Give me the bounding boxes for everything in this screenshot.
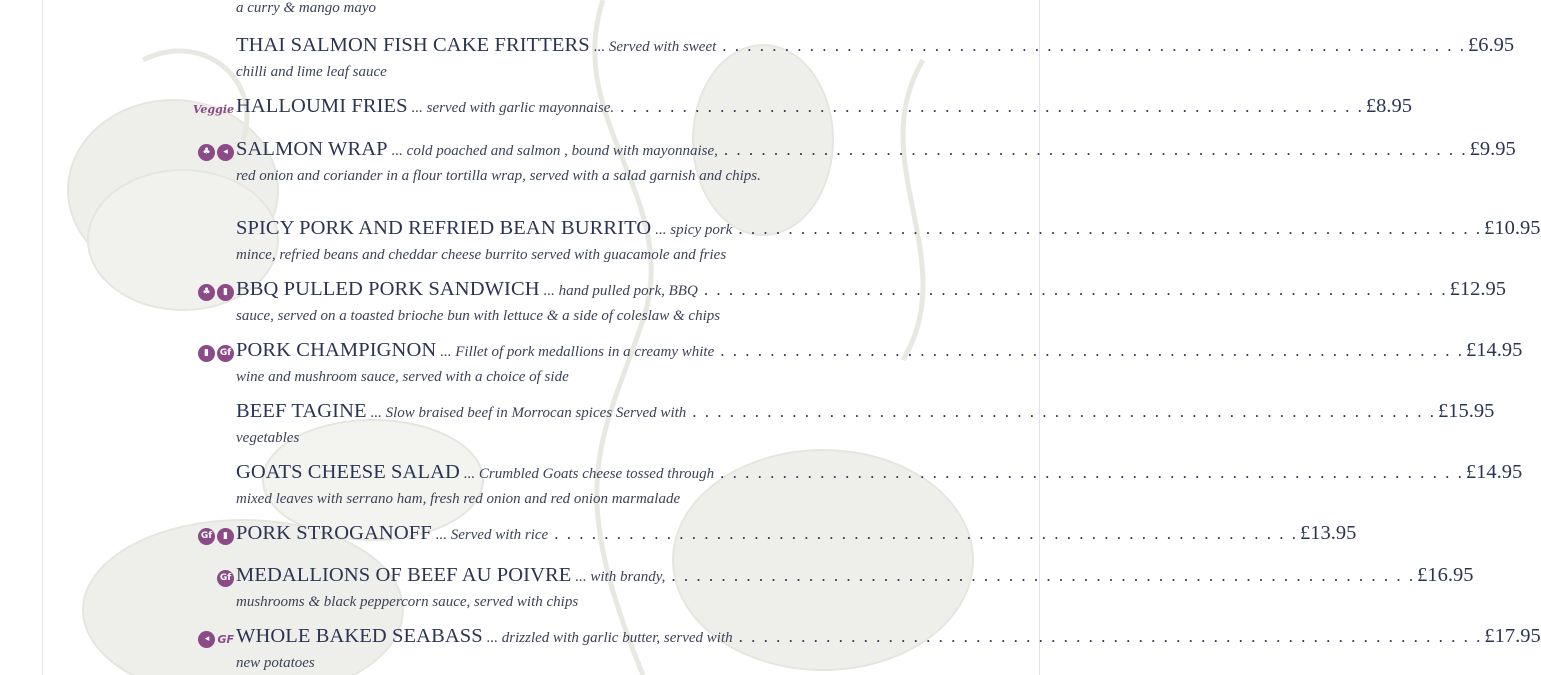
gluten-free-icon: Gf [217, 345, 234, 362]
dot-leader: . . . . . . . . . . . . . . . . . . . . . . . . . . . . . . . . . . . . . . . . . . . . . . . . . . . . . . . . . . . . [720, 463, 1464, 482]
menu-item-description-continued: chilli and lime leaf sauce [236, 64, 387, 80]
dot-leader: . . . . . . . . . . . . . . . . . . . . . . . . . . . . . . . . . . . . . . . . . . . . . . . . . . . . . . . . . . . . [723, 140, 1468, 159]
gluten-free-icon: Gf [198, 528, 215, 545]
menu-item-description: ... drizzled with garlic butter, served with [486, 630, 733, 646]
menu-item-name: BEEF TAGINE [236, 400, 367, 422]
menu-item-line [236, 217, 1541, 245]
menu-item-line [236, 522, 1357, 550]
menu-item-description: ... Slow braised beef in Morrocan spices Served with [370, 405, 687, 421]
dot-leader: . . . . . . . . . . . . . . . . . . . . . . . . . . . . . . . . . . . . . . . . . . . . . . . . . . . . . . . . . . . . [671, 566, 1416, 585]
menu-item-description: ... Served with sweet [593, 39, 717, 55]
dietary-icons [198, 343, 234, 363]
menu-item-name: SALMON WRAP [236, 138, 388, 160]
menu-item-price: £6.95 [1468, 34, 1515, 56]
menu-item-description-continued: red onion and coriander in a flour tortilla wrap, served with a salad garnish and chips. [236, 168, 761, 184]
menu-item-description-continued: mixed leaves with serrano ham, fresh red onion and red onion marmalade [236, 491, 681, 507]
menu-item-description: ... Fillet of pork medallions in a creamy white [440, 344, 715, 360]
menu-item-description: ... with brandy, [575, 569, 666, 585]
dot-leader: . . . . . . . . . . . . . . . . . . . . . . . . . . . . . . . . . . . . . . . . . . . . . . . . . . . . . . . . . . . . [738, 627, 1483, 646]
menu-item-description-continued: vegetables [236, 430, 300, 446]
menu-item-line [236, 95, 1413, 123]
menu-item-name: BBQ PULLED PORK SANDWICH [236, 278, 540, 300]
menu-item-price: £10.95 [1484, 217, 1541, 239]
gf-text-icon: GF [217, 632, 234, 646]
dietary-icons [198, 629, 234, 649]
menu-item-price: £12.95 [1449, 278, 1506, 300]
menu-item-price: £9.95 [1469, 138, 1516, 160]
menu-item-name: GOATS CHEESE SALAD [236, 461, 460, 483]
menu-item-description-continued: mince, refried beans and cheddar cheese burrito served with guacamole and fries [236, 247, 727, 263]
dot-leader: . . . . . . . . . . . . . . . . . . . . . . . . . . . . . . . . . . . . . . . . . . . . . . . . . . . . . . . . . . . . [620, 97, 1364, 116]
menu-item-price: £14.95 [1465, 461, 1523, 483]
menu-item-line [236, 400, 1495, 428]
menu-item-price: £16.95 [1417, 564, 1474, 586]
menu-item-description: ... Served with rice [435, 527, 549, 543]
menu-item-line [236, 34, 1515, 62]
wheat-icon: ♣ [198, 144, 215, 161]
milk-icon: ▮ [217, 284, 234, 301]
menu-item-line [236, 138, 1516, 166]
menu-item-name: SPICY PORK AND REFRIED BEAN BURRITO [236, 217, 652, 239]
menu-item-description: ... spicy pork [655, 222, 733, 238]
dietary-icons [217, 568, 234, 588]
menu-item-description: ... cold poached and salmon , bound with mayonnaise, [391, 143, 718, 159]
menu-item-line [236, 564, 1474, 592]
menu-item-name: THAI SALMON FISH CAKE FRITTERS [236, 34, 590, 56]
previous-item-description: a curry & mango mayo [236, 0, 376, 16]
menu-item-price: £17.95 [1484, 625, 1541, 647]
menu-item-name: HALLOUMI FRIES [236, 95, 408, 117]
dietary-icons [198, 142, 234, 162]
dot-leader: . . . . . . . . . . . . . . . . . . . . . . . . . . . . . . . . . . . . . . . . . . . . . . . . . . . . . . . . . . . . [738, 219, 1483, 238]
menu-item-line [236, 625, 1541, 653]
dot-leader: . . . . . . . . . . . . . . . . . . . . . . . . . . . . . . . . . . . . . . . . . . . . . . . . . . . . . . . . . . . . [703, 280, 1448, 299]
milk-icon: ▮ [198, 345, 215, 362]
dietary-icons [193, 99, 234, 119]
dietary-icons [198, 282, 234, 302]
dot-leader: . . . . . . . . . . . . . . . . . . . . . . . . . . . . . . . . . . . . . . . . . . . . . . . . . . . . . . . . . . . . [722, 36, 1467, 55]
veggie-icon: Veggie [192, 102, 234, 116]
dot-leader: . . . . . . . . . . . . . . . . . . . . . . . . . . . . . . . . . . . . . . . . . . . . . . . . . . . . . . . . . . . . [692, 402, 1437, 421]
menu-item-price: £13.95 [1299, 522, 1357, 544]
menu-item-line [236, 278, 1506, 306]
fish-icon: ◂ [198, 631, 215, 648]
menu-item-price: £14.95 [1466, 339, 1523, 361]
menu-item-description: ... served with garlic mayonnaise. [411, 100, 615, 116]
menu-item-description-continued: sauce, served on a toasted brioche bun with lettuce & a side of coleslaw & chips [236, 308, 721, 324]
menu-page [42, 0, 1541, 675]
dietary-icons [198, 526, 234, 546]
gluten-free-icon: Gf [217, 570, 234, 587]
dot-leader: . . . . . . . . . . . . . . . . . . . . . . . . . . . . . . . . . . . . . . . . . . . . . . . . . . . . . . . . . . . . [554, 524, 1298, 543]
menu-item-name: PORK CHAMPIGNON [236, 339, 437, 361]
milk-icon: ▮ [217, 528, 234, 545]
menu-item-line [236, 339, 1523, 367]
menu-item-price: £8.95 [1365, 95, 1413, 117]
menu-item-description: ... hand pulled pork, BBQ [543, 283, 698, 299]
menu-item-description-continued: mushrooms & black peppercorn sauce, served with chips [236, 594, 579, 610]
menu-item-line [236, 461, 1523, 489]
menu-item-name: PORK STROGANOFF [236, 522, 432, 544]
menu-item-description-continued: new potatoes [236, 655, 315, 671]
fish-icon: ◂ [217, 144, 234, 161]
menu-item-description-continued: wine and mushroom sauce, served with a choice of side [236, 369, 569, 385]
menu-item-price: £15.95 [1438, 400, 1495, 422]
menu-item-name: WHOLE BAKED SEABASS [236, 625, 483, 647]
menu-item-description: ... Crumbled Goats cheese tossed through [463, 466, 715, 482]
wheat-icon: ♣ [198, 284, 215, 301]
dot-leader: . . . . . . . . . . . . . . . . . . . . . . . . . . . . . . . . . . . . . . . . . . . . . . . . . . . . . . . . . . . . [720, 341, 1464, 360]
menu-item-name: MEDALLIONS OF BEEF AU POIVRE [236, 564, 572, 586]
